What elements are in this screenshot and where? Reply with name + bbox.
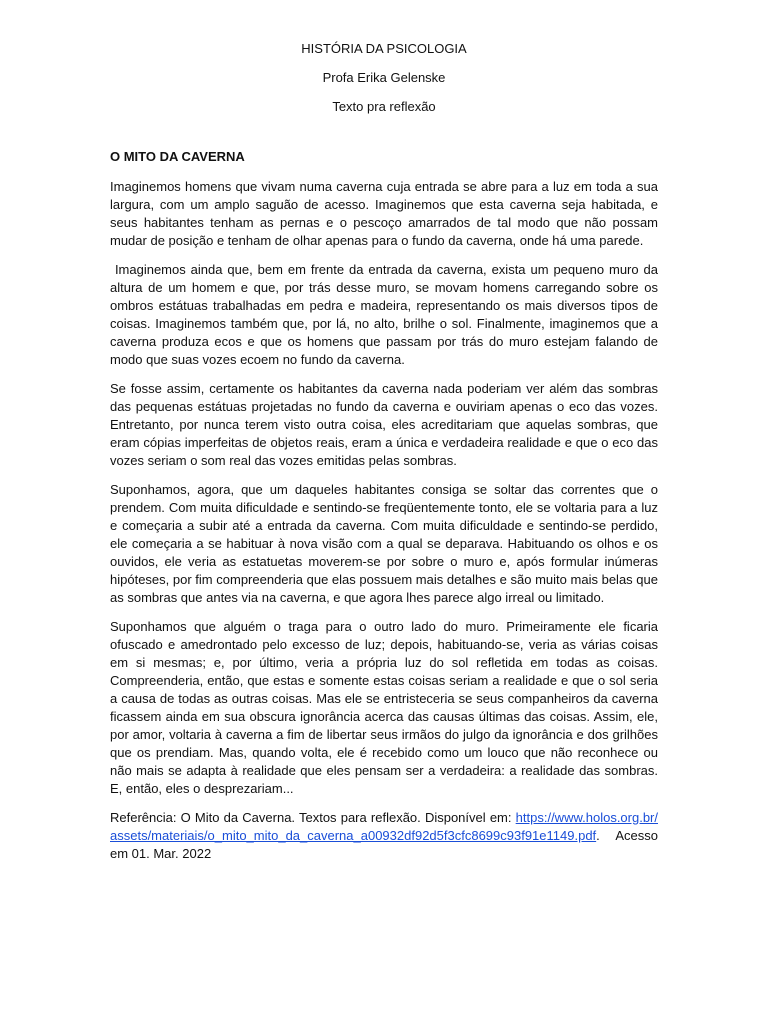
paragraph-5: Suponhamos que alguém o traga para o outro lado do muro. Primeiramente ele ficaria ofuscado e amedrontado pelo excesso de luz; depois, habituando-se, veria as várias coisas em si mesmas; e, por último, veria a própria luz do sol refletida em todas as coisas. Compreenderia, então, que estas e somente estas coisas seriam a realidade e que o sol seria a causa de todas as outras coisas. Mas ele se entristeceria se seus companheiros da caverna ficassem ainda em sua obscura ignorância acerca das causas últimas das coisas. Assim, ele, por amor, voltaria à caverna a fim de libertar seus irmãos do julgo da ignorância e dos grilhões que os prendiam. Mas, quando volta, ele é recebido como um louco que não reconhece ou não mais se adapta à realidade que eles pensam ser a verdadeira: a realidade das sombras. E, então, eles o desprezariam... xyxy=(110,619,658,796)
paragraph-3: Se fosse assim, certamente os habitantes da caverna nada poderiam ver além das sombras das pequenas estátuas projetadas no fundo da caverna e ouviriam apenas o eco das vozes. Entretanto, por nunca terem visto outra coisa, eles acreditariam que aquelas sombras, que eram cópias imperfeitas de objetos reais, eram a única e verdadeira realidade e que o eco das vozes seriam o som real das vozes emitidas pelas sombras. xyxy=(110,381,658,468)
course-title: HISTÓRIA DA PSICOLOGIA xyxy=(301,41,467,56)
paragraph-2: Imaginemos ainda que, bem em frente da entrada da caverna, exista um pequeno muro da altura de um homem e que, por trás desse muro, se movam homens carregando sobre os ombros estátuas trabalhadas em pedra e madeira, representando os mais diversos tipos de coisas. Imaginemos também que, por lá, no alto, brilhe o sol. Finalmente, imaginemos que a caverna produza ecos e que os homens que passam por trás do muro estejam falando de modo que suas vozes ecoem no fundo da caverna. xyxy=(110,262,662,367)
reference-suffix: . Acesso em 01. Mar. 2022 xyxy=(110,828,658,861)
section-title: O MITO DA CAVERNA xyxy=(110,149,245,164)
paragraph-1: Imaginemos homens que vivam numa caverna cuja entrada se abre para a luz em toda a sua largura, com um amplo saguão de acesso. Imaginemos que esta caverna seja habitada, e seus habitantes tenham as pernas e o pescoço amarrados de tal modo que não possam mudar de posição e tenham de olhar apenas para o fundo da caverna, onde há uma parede. xyxy=(110,179,658,248)
teacher-name: Profa Erika Gelenske xyxy=(322,70,446,85)
reference xyxy=(110,809,658,863)
paragraph-4: Suponhamos, agora, que um daqueles habitantes consiga se soltar das correntes que o prendem. Com muita dificuldade e sentindo-se freqüentemente tonto, ele se voltaria para a luz e começaria a subir até a entrada da caverna. Com muita dificuldade e sentindo-se perdido, ele começaria a se habituar à nova visão com a qual se deparava. Habituando os olhos e os ouvidos, ele veria as estatuetas moverem-se por sobre o muro e, após formular inúmeras hipóteses, por fim compreenderia que elas possuem mais detalhes e são muito mais belas que as sombras que antes via na caverna, e que agora lhes parece algo irreal ou limitado. xyxy=(110,482,658,605)
reference-link[interactable]: https://www.holos.org.br/assets/materiais/o_mito_mito_da_caverna_a00932df92d5f3cfc8699c93f91e1149.pdf xyxy=(110,810,658,843)
document-subtitle: Texto pra reflexão xyxy=(332,99,436,114)
reference-prefix: Referência: O Mito da Caverna. Textos para reflexão. Disponível em: xyxy=(110,810,516,825)
document-page xyxy=(110,40,662,874)
